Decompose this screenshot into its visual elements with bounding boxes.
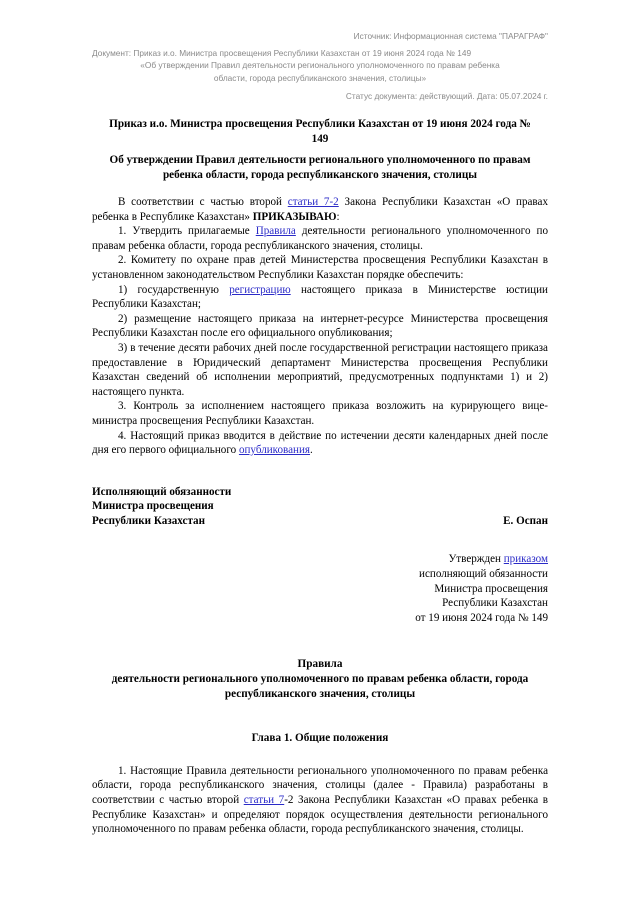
page-subtitle-line-1: Об утверждении Правил деятельности регионального уполномоченного по правам [109,154,531,167]
preamble-colon: : [336,210,340,223]
order-link[interactable]: приказом [503,553,548,566]
document-description-line-3: области, города республиканского значения, столицы» [213,72,427,83]
article-7-link[interactable]: статьи 7 [243,794,285,807]
document-body [92,195,548,458]
approval-line-2: исполняющий обязанности [419,568,548,581]
clause-2-subclause-1-paragraph [92,283,548,312]
rules-link[interactable]: Правила [255,225,296,238]
rules-heading [92,657,548,701]
approval-prefix: Утвержден [448,553,504,566]
approval-line-4: Республики Казахстан [442,597,548,610]
source-line: Источник: Информационная система "ПАРАГРАФ" [353,31,548,41]
clause-2-paragraph: 2. Комитету по охране прав детей Министерства просвещения Республики Казахстан в установленном законодательством Республики Казахстан порядке обеспечить: [92,254,548,281]
approval-line-3: Министра просвещения [434,582,548,595]
order-keyword: ПРИКАЗЫВАЮ [252,210,337,223]
rules-heading-subtitle-line-1: деятельности регионального уполномоченного по правам ребенка области, города [111,673,529,686]
preamble-text-before-link: В соответствии с частью второй [118,196,288,209]
rules-clause-1-text-after-link: -2 Закона Республики Казахстан «О правах ребенка в Республике Казахстан» и определяют порядок осуществления деятельности регионального уполномоченного по правам ребенка области, города республиканского значения, столицы. [92,794,548,836]
clause-4-text-before-link: 4. Настоящий приказ вводится в действие по истечении десяти календарных дней после дня его первого официального [92,429,548,457]
document-description [92,47,548,84]
clause-4-text-after-link: . [310,444,313,457]
chapter-heading: Глава 1. Общие положения [251,732,389,745]
rules-heading-title: Правила [297,658,343,671]
preamble-text-after-link: Закона Республики Казахстан «О правах ребенка в Республике Казахстан» [92,196,548,223]
approval-block [92,552,548,625]
rules-heading-subtitle-line-2: республиканского значения, столицы [224,687,416,700]
clause-2-subclause-2-paragraph: 2) размещение настоящего приказа на интернет-ресурсе Министерства просвещения Республики Казахстан после его официального опубликования; [92,312,548,340]
clause-1-text-after-link: деятельности регионального уполномоченного по правам ребенка области, города республиканского значения, столицы. [92,225,548,252]
signature-row [92,485,548,529]
article-7-2-link[interactable]: статьи 7-2 [287,196,339,209]
clause-1-paragraph [92,224,548,253]
subclause-1-text-after-link: настоящего приказа в Министерстве юстиции Республики Казахстан; [92,283,548,311]
document-metadata-header [92,30,548,102]
signatory-title-line-3: Республики Казахстан [92,514,205,527]
signatory-title-line-2: Министра просвещения [92,500,214,513]
rules-clause-1-paragraph [92,764,548,837]
signature-block [92,485,548,529]
publication-link[interactable]: опубликования [238,444,311,457]
approval-line-5: от 19 июня 2024 года № 149 [415,611,548,624]
clause-2-subclause-3-paragraph: 3) в течение десяти рабочих дней после государственной регистрации настоящего приказа предоставление в Юридический департамент Министерства просвещения Республики Казахстан сведений об исполнении мероприятий, предусмотренных подпунктами 1) и 2) настоящего пункта. [92,341,548,398]
page-title-line-1: Приказ и.о. Министра просвещения Республики Казахстан от 19 июня 2024 года № [109,118,531,131]
subclause-1-text-before-link: 1) государственную [118,283,230,296]
signatory-title [92,485,231,529]
page-subtitle [92,153,548,182]
document-status-line: Статус документа: действующий. Дата: 05.07.2024 г. [345,90,548,101]
page-subtitle-line-2: ребенка области, города республиканского значения, столицы [162,168,478,181]
clause-3-paragraph: 3. Контроль за исполнением настоящего приказа возложить на курирующего вице-министра просвещения Республики Казахстан. [92,400,548,427]
clause-1-text-before-link: 1. Утвердить прилагаемые [118,225,256,238]
page-title-line-2: 149 [311,132,329,145]
approval-line-1 [92,552,548,567]
registration-link[interactable]: регистрацию [229,283,291,296]
signatory-title-line-1: Исполняющий обязанности [92,485,232,498]
document-description-line-1: Документ: Приказ и.о. Министра просвещения Республики Казахстан от 19 июня 2024 года № 149 [92,48,472,59]
rules-body [92,764,548,837]
document-description-line-2: «Об утверждении Правил деятельности регионального уполномоченного по правам ребенка [140,60,500,71]
signatory-name: Е. Оспан [503,514,548,527]
preamble-paragraph [92,195,548,224]
clause-4-paragraph [92,429,548,458]
rules-clause-1-text-before-link: 1. Настоящие Правила деятельности регионального уполномоченного по правам ребенка области, города республиканского значения, столицы (далее - Правила) разработаны в соответствии с частью второй [92,764,548,807]
page-title [92,117,548,146]
